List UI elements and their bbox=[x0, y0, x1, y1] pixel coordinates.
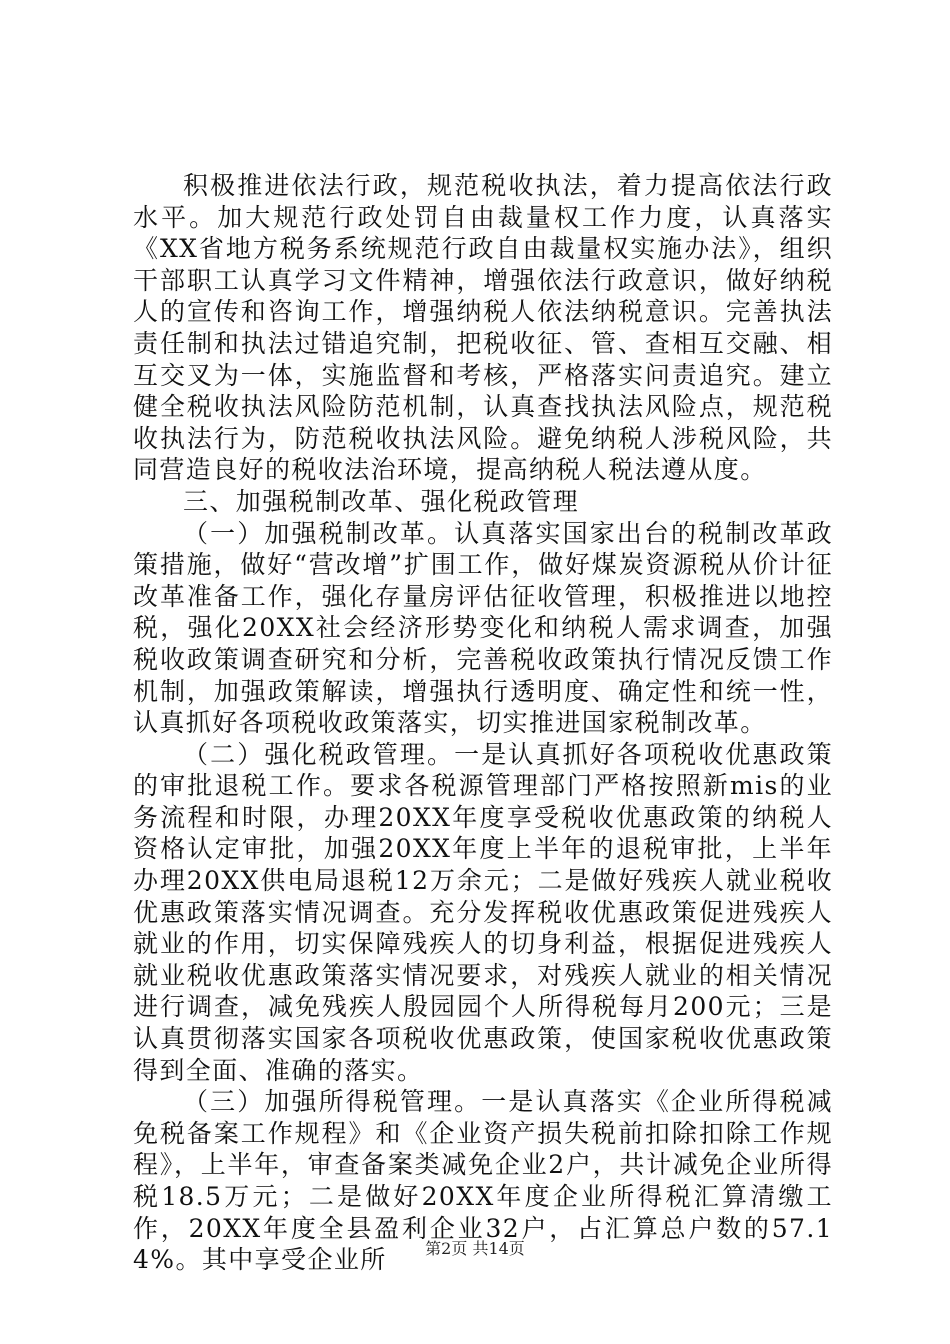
paragraph-tax-administration: （二）强化税政管理。一是认真抓好各项税收优惠政策的审批退税工作。要求各税源管理部门严格按照新mis的业务流程和时限，办理20XX年度享受税收优惠政策的纳税人资格认定审批，加强20XX年度上半年的退税审批，上半年办理20XX供电局退税12万余元；二是做好残疾人就业税收优惠政策落实情况调查。充分发挥税收优惠政策促进残疾人就业的作用，切实保障残疾人的切身利益，根据促进残疾人就业税收优惠政策落实情况要求，对残疾人就业的相关情况进行调查，减免残疾人殷园园个人所得税每月200元；三是认真贯彻落实国家各项税收优惠政策，使国家税收优惠政策得到全面、准确的落实。 bbox=[133, 739, 833, 1085]
paragraph-tax-reform: （一）加强税制改革。认真落实国家出台的税制改革政策措施，做好“营改增”扩围工作，做好煤炭资源税从价计征改革准备工作，强化存量房评估征收管理，积极推进以地控税，强化20XX社会经济形势变化和纳税人需求调查，加强税收政策调查研究和分析，完善税收政策执行情况反馈工作机制，加强政策解读，增强执行透明度、确定性和统一性，认真抓好各项税收政策落实，切实推进国家税制改革。 bbox=[133, 518, 833, 738]
paragraph-rule-of-law: 积极推进依法行政，规范税收执法，着力提高依法行政水平。加大规范行政处罚自由裁量权工作力度，认真落实《XX省地方税务系统规范行政自由裁量权实施办法》，组织干部职工认真学习文件精神，增强依法行政意识，做好纳税人的宣传和咨询工作，增强纳税人依法纳税意识。完善执法责任制和执法过错追究制，把税收征、管、查相互交融、相互交叉为一体，实施监督和考核，严格落实问责追究。建立健全税收执法风险防范机制，认真查找执法风险点，规范税收执法行为，防范税收执法风险。避免纳税人涉税风险，共同营造良好的税收法治环境，提高纳税人税法遵从度。 bbox=[133, 171, 833, 485]
page-footer: 第2页 共14页 bbox=[425, 1239, 525, 1258]
paragraph-income-tax: （三）加强所得税管理。一是认真落实《企业所得税减免税备案工作规程》和《企业资产损失税前扣除扣除工作规程》，上半年，审查备案类减免企业2户，共计减免企业所得税18.5万元；二是做好20XX年度企业所得税汇算清缴工作，20XX年度全县盈利企业32户，占汇算总户数的57.14%。其中享受企业所 bbox=[133, 1087, 833, 1275]
section-heading: 三、加强税制改革、强化税政管理 bbox=[183, 486, 580, 516]
document-body bbox=[133, 170, 833, 1276]
